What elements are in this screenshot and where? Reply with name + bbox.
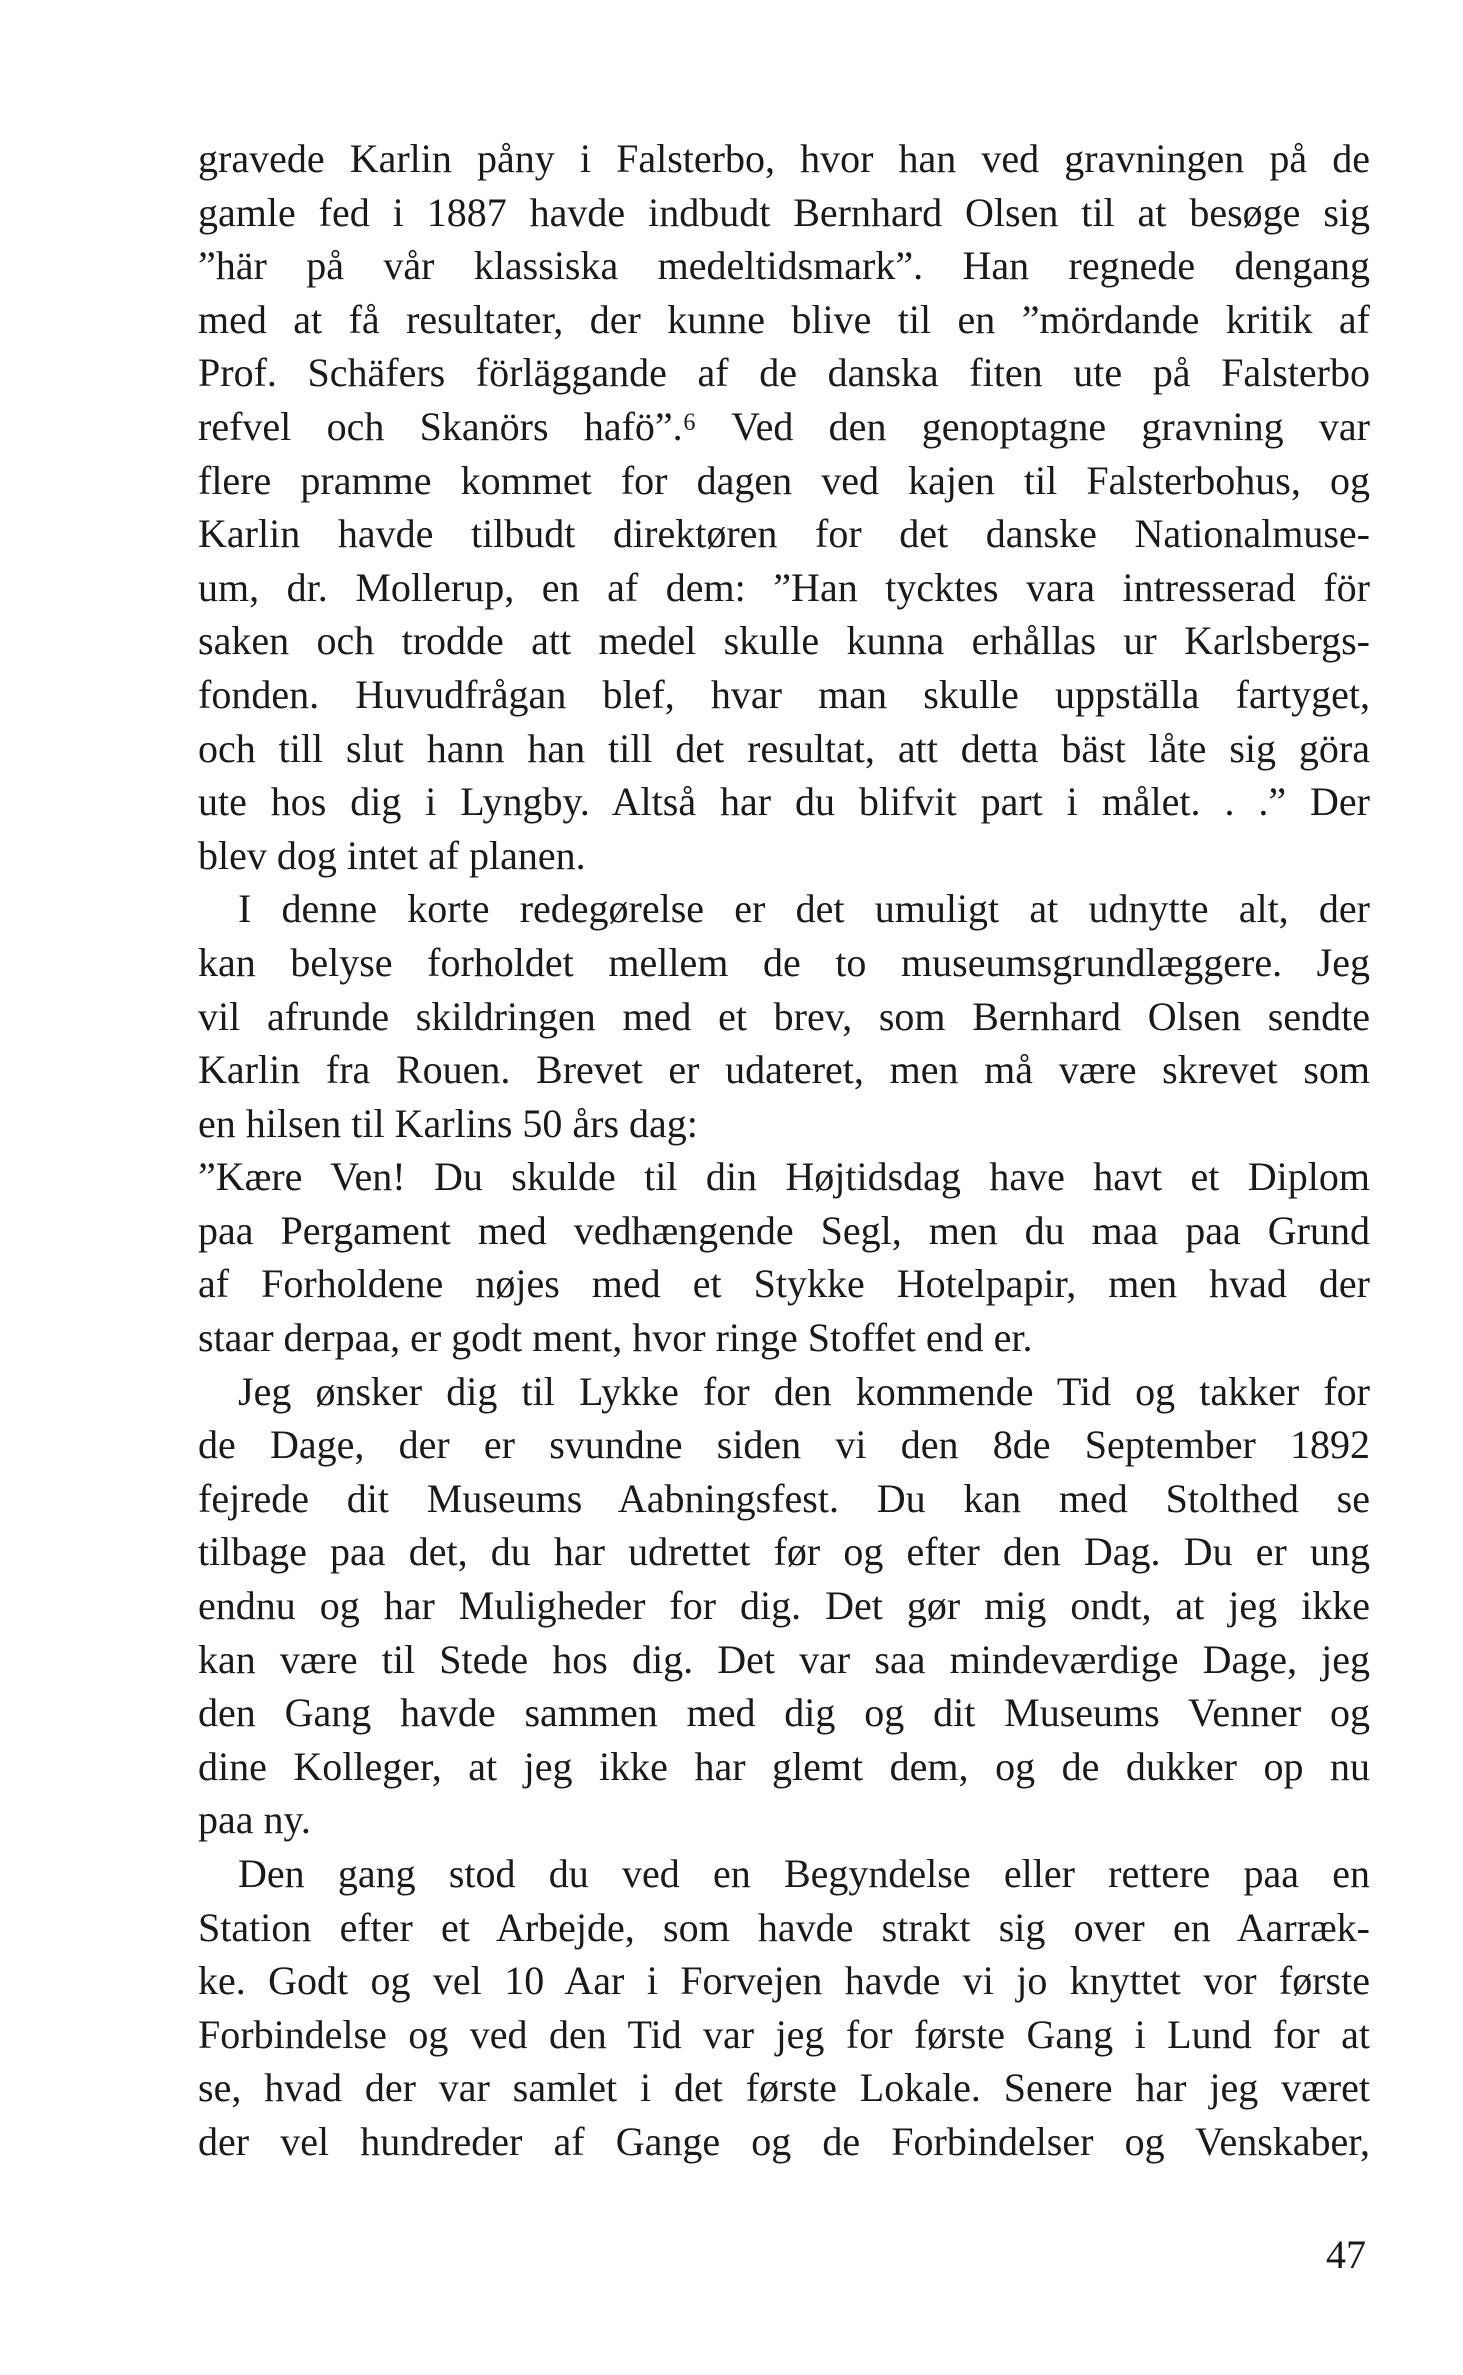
text-line: um, dr. Mollerup, en af dem: ”Han tycktes vara intresserad för (198, 564, 1370, 610)
text-line: Karlin fra Rouen. Brevet er udateret, men må være skrevet som (198, 1047, 1370, 1093)
text-line: se, hvad der var samlet i det første Lokale. Senere har jeg været (198, 2065, 1370, 2111)
text-line: Den gang stod du ved en Begyndelse eller rettere paa en (238, 1851, 1370, 1896)
text-line: den Gang havde sammen med dig og dit Museums Venner og (198, 1690, 1370, 1736)
text-line: dine Kolleger, at jeg ikke har glemt dem, og de dukker op nu (198, 1743, 1370, 1789)
text-line: tilbage paa det, du har udrettet før og efter den Dag. Du er ung (198, 1529, 1370, 1575)
text-line: vil afrunde skildringen med et brev, som Bernhard Olsen sendte (198, 993, 1370, 1039)
body-text (198, 132, 1370, 2169)
text-line: flere pramme kommet for dagen ved kajen til Falsterbohus, og (198, 457, 1370, 503)
text-line: fejrede dit Museums Aabningsfest. Du kan med Stolthed se (198, 1475, 1370, 1521)
text-line: och till slut hann han till det resultat, att detta bäst låte sig göra (198, 725, 1370, 771)
text-line: staar derpaa, er godt ment, hvor ringe Stoffet end er. (198, 1315, 1033, 1361)
text-line: Prof. Schäfers förläggande af de danska fiten ute på Falsterbo (198, 350, 1370, 396)
text-line: blev dog intet af planen. (198, 832, 586, 878)
text-line: paa ny. (198, 1797, 311, 1843)
text-line: der vel hundreder af Gange og de Forbindelser og Venskaber, (198, 2118, 1370, 2164)
text-line: gamle fed i 1887 havde indbudt Bernhard Olsen til at besøge sig (198, 189, 1370, 235)
text-line: paa Pergament med vedhængende Segl, men du maa paa Grund (198, 1207, 1370, 1253)
text-line: med at få resultater, der kunne blive til en ”mördande kritik af (198, 296, 1370, 342)
text-line: de Dage, der er svundne siden vi den 8de September 1892 (198, 1422, 1370, 1468)
text-line: gravede Karlin påny i Falsterbo, hvor han ved gravningen på de (198, 136, 1370, 181)
text-line: kan være til Stede hos dig. Det var saa mindeværdige Dage, jeg (198, 1636, 1370, 1682)
text-line: fonden. Huvudfrågan blef, hvar man skulle uppställa fartyget, (198, 671, 1370, 717)
text-line: endnu og har Muligheder for dig. Det gør mig ondt, at jeg ikke (198, 1583, 1370, 1629)
text-line: Jeg ønsker dig til Lykke for den kommende Tid og takker for (238, 1368, 1370, 1414)
text-line: refvel och Skanörs hafö”.⁶ Ved den genoptagne gravning var (198, 403, 1370, 449)
text-line: ”Kære Ven! Du skulde til din Højtidsdag have havt et Diplom (198, 1154, 1370, 1200)
text-line: saken och trodde att medel skulle kunna erhållas ur Karlsbergs- (198, 618, 1370, 664)
text-line: Karlin havde tilbudt direktøren for det danske Nationalmuse- (198, 511, 1370, 557)
text-line: kan belyse forholdet mellem de to museumsgrundlæggere. Jeg (198, 939, 1370, 985)
text-line: af Forholdene nøjes med et Stykke Hotelpapir, men hvad der (198, 1261, 1370, 1307)
text-line: Station efter et Arbejde, som havde strakt sig over en Aarræk- (198, 1904, 1370, 1950)
text-line: ute hos dig i Lyngby. Altså har du blifvit part i målet. . .” Der (198, 779, 1370, 825)
text-line: Forbindelse og ved den Tid var jeg for første Gang i Lund for at (198, 2011, 1370, 2057)
text-line: ”här på vår klassiska medeltidsmark”. Han regnede dengang (198, 243, 1370, 289)
text-line: ke. Godt og vel 10 Aar i Forvejen havde vi jo knyttet vor første (198, 1958, 1370, 2004)
text-line: en hilsen til Karlins 50 års dag: (198, 1100, 698, 1146)
text-line: I denne korte redegørelse er det umuligt at udnytte alt, der (238, 886, 1370, 932)
page-number: 47 (1326, 2232, 1366, 2277)
